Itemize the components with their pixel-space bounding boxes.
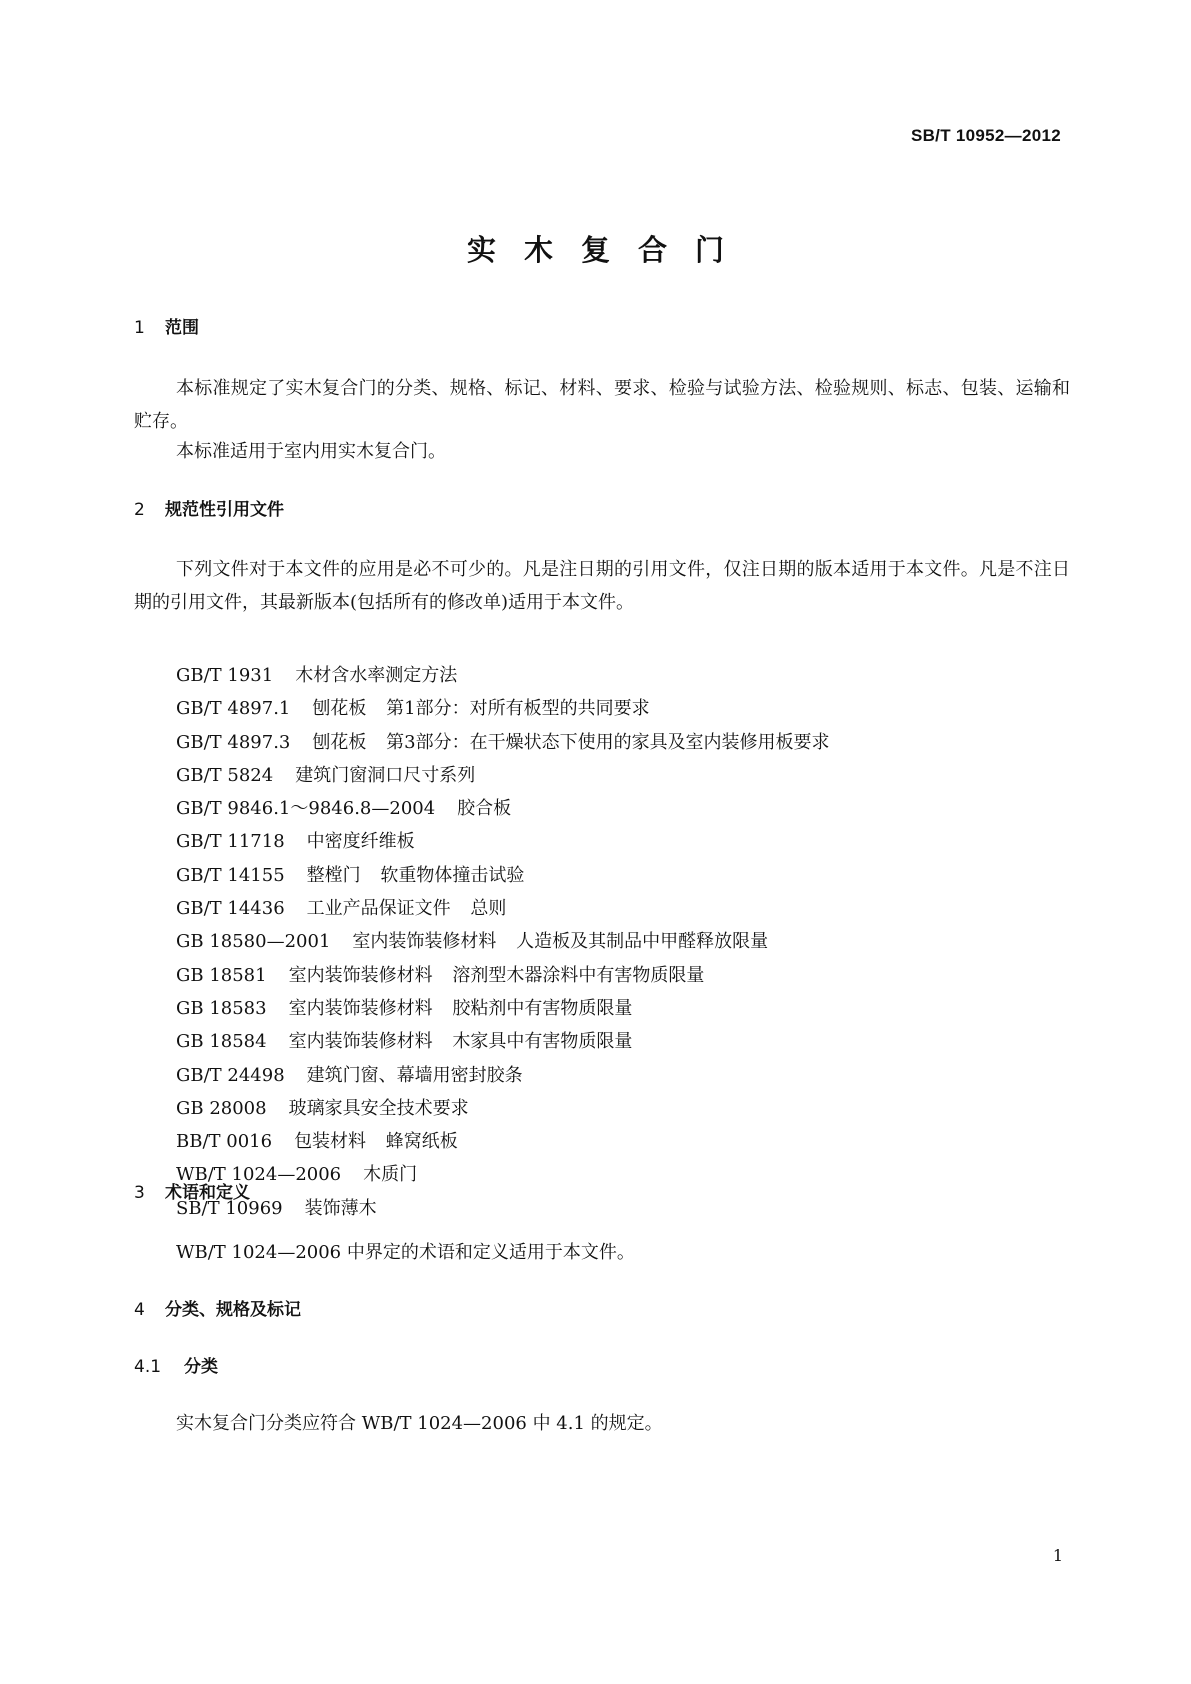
section-number: 3 bbox=[134, 1183, 145, 1203]
section-title: 分类、规格及标记 bbox=[165, 1300, 301, 1320]
reference-item bbox=[176, 1125, 830, 1158]
reference-code: GB/T 11718 bbox=[176, 831, 285, 853]
reference-title: 木材含水率测定方法 bbox=[295, 665, 458, 686]
reference-title: 室内装饰装修材料 木家具中有害物质限量 bbox=[288, 1031, 633, 1053]
reference-code: SB/T 10969 bbox=[176, 1197, 283, 1219]
reference-item bbox=[176, 659, 830, 692]
reference-code: GB 28008 bbox=[176, 1097, 267, 1119]
reference-code: GB/T 24498 bbox=[176, 1064, 285, 1086]
reference-title: 玻璃家具安全技术要求 bbox=[288, 1097, 469, 1119]
standard-code: SB/T 10952—2012 bbox=[910, 126, 1061, 145]
reference-code: GB/T 14155 bbox=[176, 864, 285, 886]
reference-item bbox=[176, 859, 830, 892]
reference-item bbox=[176, 992, 830, 1025]
reference-title: 室内装饰装修材料 胶粘剂中有害物质限量 bbox=[288, 997, 633, 1019]
reference-item bbox=[176, 959, 830, 992]
section-number: 4.1 bbox=[134, 1357, 162, 1377]
reference-item bbox=[176, 1025, 830, 1058]
reference-code: GB/T 9846.1～9846.8—2004 bbox=[176, 798, 436, 820]
section-2-intro: 下列文件对于本文件的应用是必不可少的。凡是注日期的引用文件，仅注日期的版本适用于本文件。凡是不注日期的引用文件，其最新版本(包括所有的修改单)适用于本文件。 bbox=[134, 559, 1070, 613]
section-number: 2 bbox=[134, 500, 145, 520]
reference-item bbox=[176, 759, 830, 792]
reference-code: GB/T 5824 bbox=[176, 764, 274, 786]
reference-title: 刨花板 第1部分：对所有板型的共同要求 bbox=[312, 698, 650, 720]
reference-code: GB 18580—2001 bbox=[176, 931, 331, 953]
document-title: 实木复合门 bbox=[466, 233, 752, 267]
reference-title: 木质门 bbox=[363, 1164, 418, 1186]
reference-title: 室内装饰装修材料 溶剂型木器涂料中有害物质限量 bbox=[288, 964, 705, 986]
reference-code: GB/T 4897.3 bbox=[176, 731, 291, 753]
section-title: 规范性引用文件 bbox=[165, 500, 284, 520]
normative-references-list bbox=[176, 659, 830, 1225]
reference-code: GB 18584 bbox=[176, 1031, 267, 1053]
reference-code: WB/T 1024—2006 bbox=[176, 1164, 342, 1186]
reference-title: 胶合板 bbox=[457, 798, 512, 820]
reference-code: BB/T 0016 bbox=[176, 1131, 273, 1153]
section-number: 1 bbox=[134, 318, 145, 338]
section-1-paragraph-2: 本标准适用于室内用实木复合门。 bbox=[176, 441, 446, 462]
reference-item bbox=[176, 1092, 830, 1125]
reference-title: 建筑门窗、幕墙用密封胶条 bbox=[306, 1064, 523, 1086]
section-4-1-paragraph: 实木复合门分类应符合 WB/T 1024—2006 中 4.1 的规定。 bbox=[176, 1413, 663, 1434]
reference-code: GB 18583 bbox=[176, 997, 267, 1019]
section-3-paragraph: WB/T 1024—2006 中界定的术语和定义适用于本文件。 bbox=[176, 1242, 635, 1263]
section-title: 术语和定义 bbox=[165, 1183, 250, 1203]
reference-title: 整樘门 软重物体撞击试验 bbox=[306, 864, 525, 886]
reference-item bbox=[176, 1059, 830, 1092]
reference-code: GB/T 4897.1 bbox=[176, 698, 291, 720]
reference-item bbox=[176, 1158, 830, 1191]
reference-item bbox=[176, 726, 830, 759]
reference-title: 工业产品保证文件 总则 bbox=[306, 898, 507, 920]
section-2-heading bbox=[134, 498, 284, 522]
reference-title: 中密度纤维板 bbox=[306, 831, 415, 853]
reference-title: 建筑门窗洞口尺寸系列 bbox=[295, 764, 476, 786]
reference-item bbox=[176, 692, 830, 725]
reference-item bbox=[176, 925, 830, 958]
section-4-heading bbox=[134, 1298, 301, 1322]
section-title: 范围 bbox=[165, 318, 199, 338]
reference-item bbox=[176, 825, 830, 858]
page-number: 1 bbox=[1052, 1546, 1063, 1565]
reference-item bbox=[176, 792, 830, 825]
section-number: 4 bbox=[134, 1300, 145, 1320]
reference-code: GB/T 14436 bbox=[176, 898, 285, 920]
reference-title: 装饰薄木 bbox=[304, 1197, 377, 1219]
reference-code: GB 18581 bbox=[176, 964, 267, 986]
reference-code: GB/T 1931 bbox=[176, 665, 274, 686]
reference-title: 包装材料 蜂窝纸板 bbox=[294, 1131, 458, 1153]
section-1-heading bbox=[134, 316, 199, 340]
section-4-1-heading bbox=[134, 1355, 218, 1379]
section-3-heading bbox=[134, 1181, 250, 1205]
reference-title: 室内装饰装修材料 人造板及其制品中甲醛释放限量 bbox=[352, 931, 769, 953]
reference-item bbox=[176, 1192, 830, 1225]
section-title: 分类 bbox=[184, 1357, 218, 1377]
reference-item bbox=[176, 892, 830, 925]
section-1-paragraph-1: 本标准规定了实木复合门的分类、规格、标记、材料、要求、检验与试验方法、检验规则、标志、包装、运输和贮存。 bbox=[134, 378, 1070, 432]
reference-title: 刨花板 第3部分：在干燥状态下使用的家具及室内装修用板要求 bbox=[312, 731, 830, 753]
